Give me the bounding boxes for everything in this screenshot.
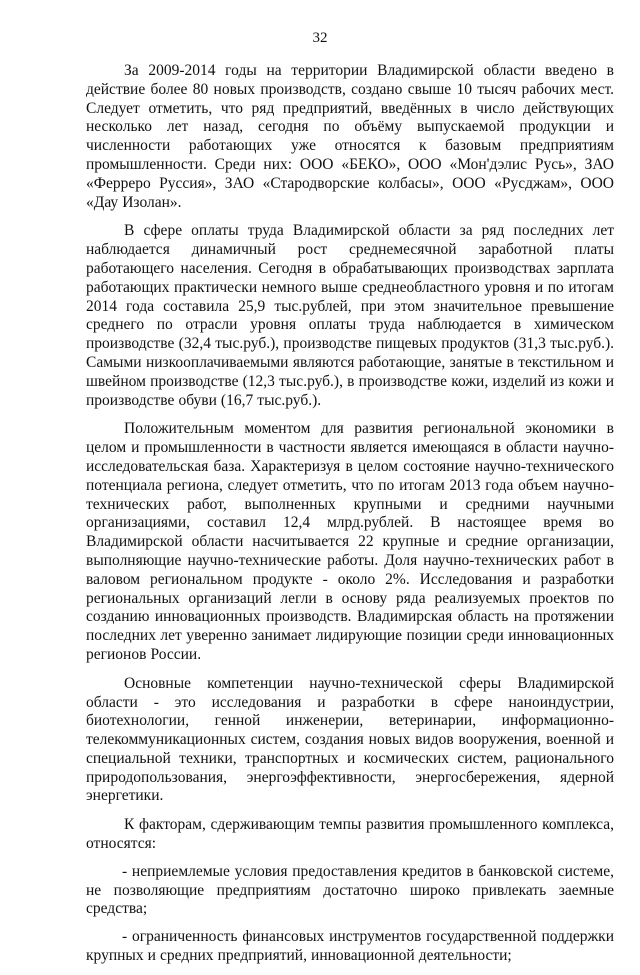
paragraph-new-production: За 2009-2014 годы на территории Владимирской области введено в действие более 80 новых производств, создано свыше 10 тысяч рабочих мест. Следует отметить, что ряд предприятий, введённых в число действующих несколько лет назад, сегодня по объёму выпускаемой продукции и численности работающих уже относятся к базовым предприятиям промышленности. Среди них: ООО «БЕКО», ООО «Мон'дэлис Русь», ЗАО «Ферреро Руссия», ЗАО «Стародворские колбасы», ООО «Русджам», ООО «Дау Изолан». bbox=[86, 62, 614, 211]
list-item-credit-conditions: - неприемлемые условия предоставления кредитов в банковской системе, не позволяющие предприятиям достаточно широко привлекать заемные средства; bbox=[86, 862, 614, 918]
page-number: 32 bbox=[312, 30, 328, 46]
document-body bbox=[86, 62, 614, 975]
paragraph-constraining-factors: К факторам, сдерживающим темпы развития промышленного комплекса, относятся: bbox=[86, 816, 614, 853]
paragraph-competences: Основные компетенции научно-технической сферы Владимирской области - это исследования и разработки в сфере наноиндустрии, биотехнологии, генной инженерии, ветеринарии, информационно-телекоммуникационных систем, создания новых видов вооружения, военной и специальной техники, транспортных и космических систем, рационального природопользования, энергоэффективности, энергосбережения, ядерной энергетики. bbox=[86, 674, 614, 805]
paragraph-wages: В сфере оплаты труда Владимирской области за ряд последних лет наблюдается динамичный рост среднемесячной заработной платы работающего населения. Сегодня в обрабатывающих производствах зарплата работающих практически немного выше среднеобластного уровня и по итогам 2014 года составила 25,9 тыс.рублей, при этом значительное превышение среднего по отрасли уровня оплаты труда наблюдается в химическом производстве (32,4 тыс.руб.), производстве пищевых продуктов (31,3 тыс.руб.). Самыми низкооплачиваемыми являются работающие, занятые в текстильном и швейном производстве (12,3 тыс.руб.), в производстве кожи, изделий из кожи и производстве обуви (16,7 тыс.руб.). bbox=[86, 222, 614, 409]
paragraph-research-base: Положительным моментом для развития региональной экономики в целом и промышленности в частности является имеющаяся в области научно-исследовательская база. Характеризуя в целом состояние научно-технического потенциала региона, следует отметить, что по итогам 2013 года объем научно-технических работ, выполненных крупными и средними научными организациями, составил 12,4 млрд.рублей. В настоящее время во Владимирской области насчитывается 22 крупные и средние организации, выполняющие научно-технические работы. Доля научно-технических работ в валовом региональном продукте - около 2%. Исследования и разработки региональных организаций легли в основу ряда реализуемых проектов по созданию инновационных производств. Владимирская область на протяжении последних лет уверенно занимает лидирующие позиции среди инновационных регионов России. bbox=[86, 420, 614, 663]
list-item-state-support: - ограниченность финансовых инструментов государственной поддержки крупных и средних предприятий, инновационной деятельности; bbox=[86, 928, 614, 965]
